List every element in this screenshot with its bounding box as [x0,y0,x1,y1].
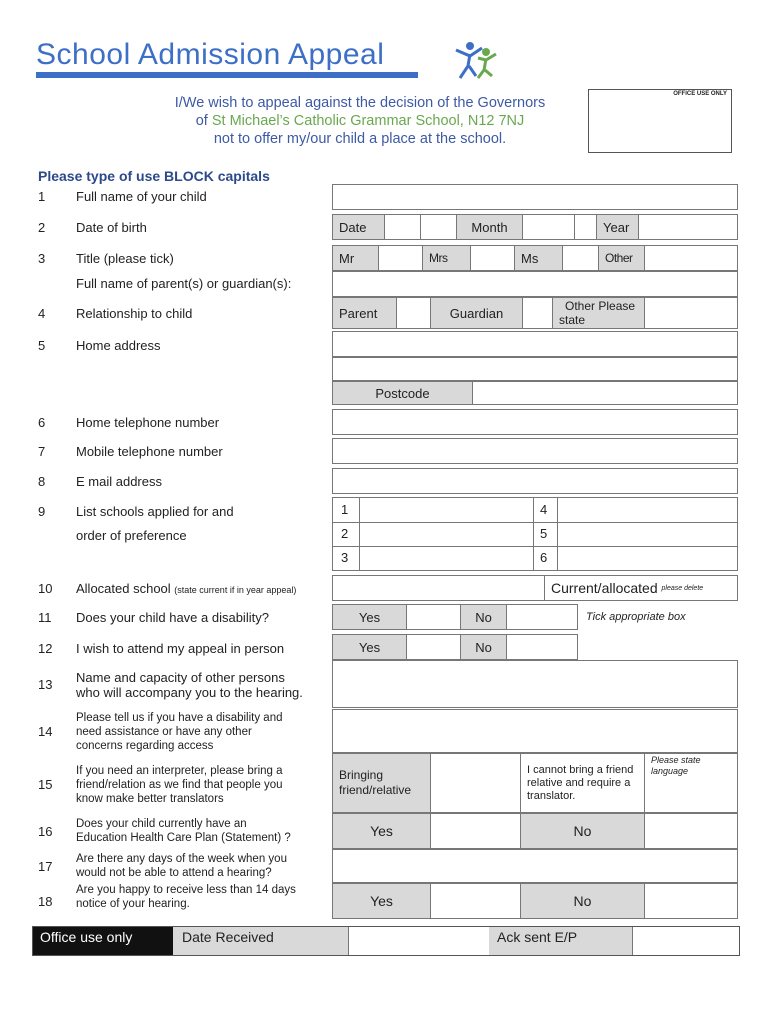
unavailable-days-field[interactable] [332,849,738,883]
pref-number-1: 1 [341,502,349,517]
q12-number: 12 [38,641,53,656]
postcode-label: Postcode [333,382,473,404]
relationship-parent-tick[interactable] [397,298,431,328]
pref-number-5: 5 [540,526,548,541]
q13-label: Name and capacity of other persons who will accompany you to the hearing. [76,670,303,700]
q11-number: 11 [38,610,52,625]
short-notice-yes-tick[interactable] [431,884,521,918]
title-mr-label: Mr [333,246,379,270]
dob-month-field-2[interactable] [575,215,597,239]
date-received-field[interactable] [349,927,490,955]
office-use-label: OFFICE USE ONLY [673,91,727,97]
title-ms-tick[interactable] [563,246,599,270]
q12-label: I wish to attend my appeal in person [76,641,285,656]
short-notice-no-tick[interactable] [645,884,737,918]
pref-number-6: 6 [540,550,548,565]
q18-number: 18 [38,894,53,909]
q8-label: E mail address [76,474,162,489]
ehcp-row [332,813,738,849]
dob-date-label: Date [333,215,385,239]
relationship-guardian-label: Guardian [431,298,523,328]
ehcp-yes-label: Yes [333,814,431,848]
tick-instruction: Tick appropriate box [586,611,686,623]
title-row [332,245,738,271]
bring-friend-label: Bringing friend/relative [333,754,431,812]
mobile-phone-field[interactable] [332,438,738,464]
dob-date-field-1[interactable] [385,215,421,239]
relationship-guardian-tick[interactable] [523,298,553,328]
attend-no-tick[interactable] [507,635,577,659]
q7-number: 7 [38,444,46,459]
attend-row [332,634,578,660]
q14-label: Please tell us if you have a disability and need assistance or have any other concerns regarding access [76,712,283,752]
block-capitals-heading: Please type of use BLOCK capitals [38,168,270,184]
q5-label: Home address [76,338,161,353]
disability-yes-label: Yes [333,605,407,629]
ack-sent-label: Ack sent E/P [489,927,633,955]
date-received-label: Date Received [173,927,349,955]
q16-label: Does your child currently have an Education Health Care Plan (Statement) ? [76,818,291,844]
q1-label: Full name of your child [76,189,207,204]
title-mrs-label: Mrs [423,246,471,270]
office-use-box [588,89,732,153]
address-line-1[interactable] [332,331,738,357]
disability-no-label: No [461,605,507,629]
title-other-label: Other [599,246,645,270]
relationship-parent-label: Parent [333,298,397,328]
q2-number: 2 [38,220,46,235]
pref-number-4: 4 [540,502,548,517]
q13-number: 13 [38,677,53,692]
intro-text [120,94,600,148]
pref-school-field-1[interactable] [360,498,532,521]
pref-number-2: 2 [341,526,349,541]
q10-label: Allocated school (state current if in year appeal) [76,581,297,596]
school-preferences-grid [332,497,738,571]
q4-number: 4 [38,306,46,321]
current-allocated-label: Current/allocated please delete [551,580,704,596]
allocated-school-field[interactable] [333,576,545,600]
q2-label: Date of birth [76,220,147,235]
short-notice-no-label: No [521,884,645,918]
q15-number: 15 [38,777,53,792]
title-ms-label: Ms [515,246,563,270]
address-line-2[interactable] [332,357,738,381]
q5-number: 5 [38,338,46,353]
q17-label: Are there any days of the week when you would not be able to attend a hearing? [76,853,287,879]
short-notice-yes-label: Yes [333,884,431,918]
dob-row [332,214,738,240]
dob-date-field-2[interactable] [421,215,457,239]
relationship-other-field[interactable] [645,298,737,328]
allocated-school-row [332,575,738,601]
pref-number-3: 3 [341,550,349,565]
q14-number: 14 [38,724,53,739]
require-translator-label: I cannot bring a friend relative and require a translator. [521,754,645,812]
pref-school-field-2[interactable] [360,523,532,546]
q6-label: Home telephone number [76,415,220,430]
interpreter-row [332,753,738,813]
disability-row [332,604,578,630]
intro-line-2: of St Michael’s Catholic Grammar School, N12 7NJ [195,113,525,129]
ehcp-yes-tick[interactable] [431,814,521,848]
dob-year-field[interactable] [639,215,737,239]
q9-label-1: List schools applied for and [76,504,234,519]
ack-sent-field[interactable] [633,927,739,955]
q11-label: Does your child have a disability? [76,610,269,625]
disability-no-tick[interactable] [507,605,577,629]
office-use-only-label: Office use only [33,927,173,955]
q6-number: 6 [38,415,46,430]
q16-number: 16 [38,824,53,839]
postcode-field[interactable] [473,382,737,404]
q4-label: Relationship to child [76,306,193,321]
attend-yes-tick[interactable] [407,635,461,659]
title-underline [36,72,418,78]
q9-label-2: order of preference [76,528,187,543]
attend-yes-label: Yes [333,635,407,659]
disability-yes-tick[interactable] [407,605,461,629]
q7-label: Mobile telephone number [76,444,223,459]
q10-number: 10 [38,581,53,596]
access-needs-field[interactable] [332,709,738,753]
pref-school-field-4[interactable] [558,498,737,521]
q1-number: 1 [38,189,46,204]
school-name: St Michael’s Catholic Grammar School, N12 7NJ [211,113,525,129]
title-mrs-tick[interactable] [471,246,515,270]
page-title: School Admission Appeal [36,38,385,71]
short-notice-row [332,883,738,919]
intro-line-1: I/We wish to appeal against the decision of the Governors [174,95,546,111]
q18-label: Are you happy to receive less than 14 days notice of your hearing. [76,884,296,910]
postcode-row [332,381,738,405]
q3-number: 3 [38,251,46,266]
dob-year-label: Year [597,215,639,239]
accompanying-persons-field[interactable] [332,660,738,708]
intro-line-3: not to offer my/our child a place at the school. [213,131,507,147]
pref-school-field-5[interactable] [558,523,737,546]
ehcp-no-tick[interactable] [645,814,737,848]
q15-label: If you need an interpreter, please bring a friend/relation as we find that people you know make better translators [76,765,283,805]
title-other-tick[interactable] [645,246,737,270]
q3-label: Title (please tick) [76,251,174,266]
attend-no-label: No [461,635,507,659]
parents-label: Full name of parent(s) or guardian(s): [76,276,292,291]
pref-school-field-6[interactable] [558,547,737,570]
office-use-footer [32,926,740,956]
home-phone-field[interactable] [332,409,738,435]
q8-number: 8 [38,474,46,489]
relationship-other-label: Other Please state [553,298,645,328]
school-logo-icon [448,40,500,82]
pref-school-field-3[interactable] [360,547,532,570]
q17-number: 17 [38,859,53,874]
dob-month-field-1[interactable] [523,215,575,239]
dob-month-label: Month [457,215,523,239]
title-mr-tick[interactable] [379,246,423,270]
q9-number: 9 [38,504,46,519]
child-name-field[interactable] [332,184,738,210]
email-field[interactable] [332,468,738,494]
language-field[interactable]: Please state language [651,755,701,776]
relationship-row [332,297,738,329]
bring-friend-tick[interactable] [431,754,521,812]
parent-name-field[interactable] [332,271,738,297]
ehcp-no-label: No [521,814,645,848]
